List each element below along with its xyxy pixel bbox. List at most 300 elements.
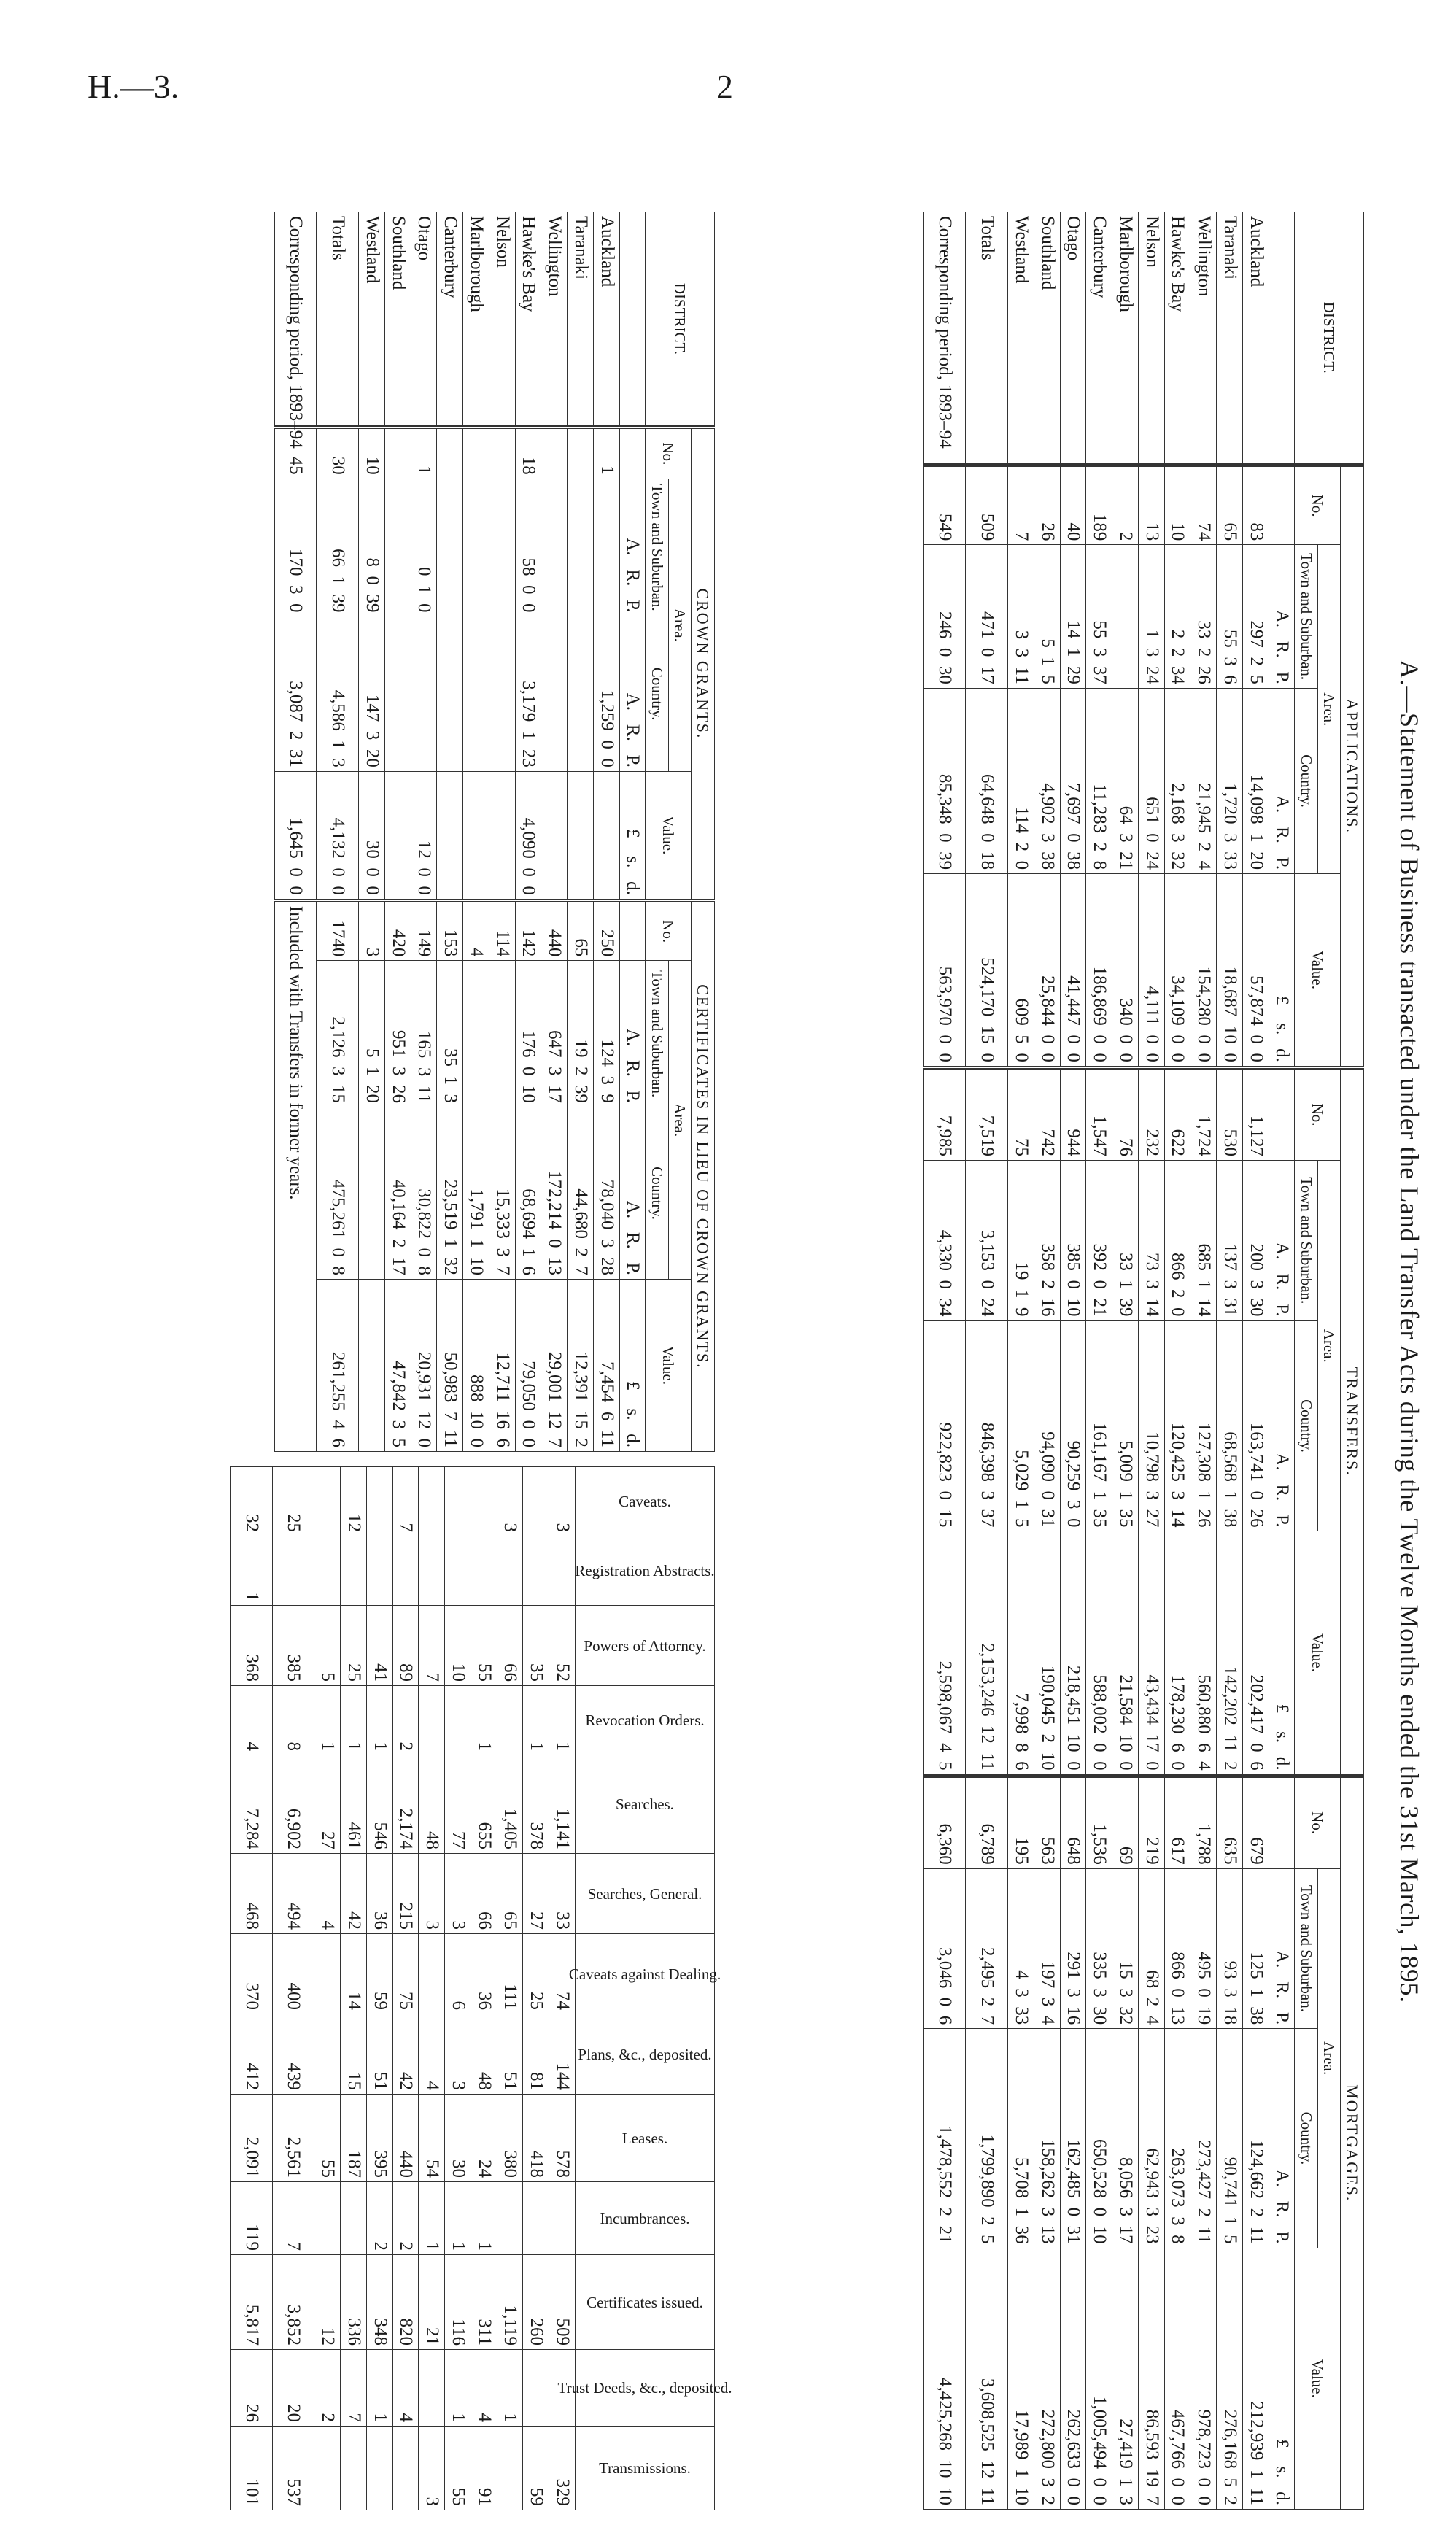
misc-cell: 66	[471, 1854, 497, 1934]
mo-value-cell: 212,939 1 11	[1242, 2248, 1269, 2509]
misc-cell: 2	[367, 2182, 393, 2255]
app-town-cell	[1112, 545, 1139, 688]
tr-no-cell: 742	[1034, 1067, 1060, 1160]
misc-cell: 440	[392, 2095, 419, 2182]
misc-corresponding-cell: 7,284	[231, 1755, 273, 1854]
misc-cell: 21	[419, 2255, 445, 2350]
app-value-cell: 340 0 0	[1112, 874, 1139, 1068]
misc-row	[497, 1467, 523, 2510]
misc-cell: 14	[341, 1934, 367, 2014]
misc-cell: 36	[367, 1854, 393, 1934]
district-row	[1060, 212, 1086, 2510]
ce-country-cell: 78,040 3 28	[593, 1107, 619, 1279]
app-value-cell: 609 5 0	[1008, 874, 1034, 1068]
unit-arp: A. R. P.	[1269, 1320, 1295, 1531]
tr-no-cell: 1,724	[1190, 1067, 1217, 1160]
cg-no-cell	[489, 427, 515, 479]
misc-total-cell: 20	[272, 2350, 314, 2427]
app-town-cell: 33 2 26	[1190, 545, 1217, 688]
tr-town-cell: 137 3 31	[1217, 1161, 1243, 1321]
misc-cell	[471, 1536, 497, 1606]
misc-row	[445, 1467, 471, 2510]
mo-area-header: Area.	[1317, 1868, 1340, 2248]
misc-cell: 2	[392, 1686, 419, 1755]
unit-arp: A. R. P.	[1269, 545, 1295, 688]
misc-cell: 33	[549, 1854, 576, 1934]
unit-arp: A. R. P.	[619, 479, 646, 616]
misc-cell	[471, 1467, 497, 1536]
tr-value-cell: 588,002 0 0	[1086, 1531, 1112, 1776]
app-town-cell: 14 1 29	[1060, 545, 1086, 688]
cg-no-cell	[463, 427, 489, 479]
misc-cell	[419, 1467, 445, 1536]
district-name: Otago	[411, 212, 437, 428]
totals-value-cell: 509	[966, 465, 1008, 545]
misc-corresponding-cell: 468	[231, 1854, 273, 1934]
tr-no-cell: 944	[1060, 1067, 1086, 1160]
misc-cell: 3	[419, 1854, 445, 1934]
app-value-cell: 18,687 10 0	[1217, 874, 1243, 1068]
unit-arp: A. R. P.	[1269, 688, 1295, 873]
mo-country-cell: 273,427 2 11	[1190, 2029, 1217, 2248]
ce-town-cell: 176 0 10	[515, 961, 541, 1107]
misc-column-header	[576, 2182, 715, 2255]
mo-value-cell: 86,593 19 7	[1138, 2248, 1164, 2509]
mo-value-cell: 276,168 5 2	[1217, 2248, 1243, 2509]
mo-value-cell: 17,989 1 10	[1008, 2248, 1034, 2509]
district-name: Hawke's Bay	[515, 212, 541, 428]
tr-no-cell: 232	[1138, 1067, 1164, 1160]
app-town-cell: 297 2 5	[1242, 545, 1269, 688]
misc-cell	[419, 1686, 445, 1755]
ce-town-cell: 19 2 39	[568, 961, 594, 1107]
misc-cell: 42	[341, 1854, 367, 1934]
ce-no-cell: 65	[568, 900, 594, 961]
misc-total-cell: 494	[272, 1854, 314, 1934]
misc-header-label: Searches.	[616, 1795, 674, 1813]
district-row	[359, 212, 385, 1452]
unit-lsd: £ s. d.	[1269, 874, 1295, 1068]
cg-town-cell	[489, 479, 515, 616]
mo-country-cell: 162,485 0 31	[1060, 2029, 1086, 2248]
ce-country-cell: 172,214 0 13	[541, 1107, 568, 1279]
misc-cell: 461	[341, 1755, 367, 1854]
misc-corresponding-cell: 370	[231, 1934, 273, 2014]
misc-cell: 55	[314, 2095, 341, 2182]
misc-row	[549, 1467, 576, 2510]
misc-cell: 4	[471, 2350, 497, 2427]
cg-area-header: Area.	[668, 479, 691, 771]
corresponding-value-cell: 45	[274, 427, 317, 479]
misc-cell: 54	[419, 2095, 445, 2182]
tr-town-cell: 19 1 9	[1008, 1161, 1034, 1321]
cg-value-cell	[437, 771, 463, 900]
cg-value-cell	[541, 771, 568, 900]
mo-country-cell: 124,662 2 11	[1242, 2029, 1269, 2248]
misc-cell: 1	[471, 1686, 497, 1755]
misc-total-cell: 7	[272, 2182, 314, 2255]
mo-town-cell: 68 2 4	[1138, 1868, 1164, 2029]
cg-town-cell: 8 0 39	[359, 479, 385, 616]
cg-no-cell: 1	[593, 427, 619, 479]
misc-cell: 27	[523, 1854, 549, 1934]
district-row	[593, 212, 619, 1452]
misc-row	[314, 1467, 341, 2510]
misc-cell	[497, 1686, 523, 1755]
misc-cell: 1,119	[497, 2255, 523, 2350]
misc-corresponding-cell: 26	[231, 2350, 273, 2427]
misc-cell	[314, 1536, 341, 1606]
misc-cell: 30	[445, 2095, 471, 2182]
app-no-cell: 13	[1138, 465, 1164, 545]
misc-cell: 1	[549, 1686, 576, 1755]
misc-header-label: Revocation Orders.	[585, 1711, 705, 1729]
cg-town-cell: 0 1 0	[411, 479, 437, 616]
tr-country-cell: 68,568 1 38	[1217, 1320, 1243, 1531]
ce-town-header: Town and Suburban.	[646, 961, 668, 1107]
ce-country-cell	[359, 1107, 385, 1279]
misc-cell: 1	[445, 2182, 471, 2255]
misc-header-label: Searches, General.	[587, 1884, 702, 1903]
corresponding-value-cell: 6,360	[923, 1776, 966, 1868]
tr-country-cell: 161,167 1 35	[1086, 1320, 1112, 1531]
misc-column-header	[576, 2014, 715, 2095]
mo-town-cell: 93 3 18	[1217, 1868, 1243, 2029]
misc-cell: 509	[549, 2255, 576, 2350]
totals-value-cell: 475,261 0 8	[317, 1107, 359, 1279]
mo-town-cell: 291 3 16	[1060, 1868, 1086, 2029]
misc-header-label: Caveats.	[619, 1492, 671, 1510]
misc-corresponding-cell: 32	[231, 1467, 273, 1536]
misc-cell: 77	[445, 1755, 471, 1854]
misc-column-header	[576, 1467, 715, 1536]
totals-value-cell: 524,170 15 0	[966, 874, 1008, 1068]
app-value-cell: 154,280 0 0	[1190, 874, 1217, 1068]
district-row	[1034, 212, 1060, 2510]
misc-totals-row	[272, 1467, 314, 2510]
misc-header-label: Registration Abstracts.	[575, 1561, 715, 1579]
misc-corresponding-cell: 101	[231, 2427, 273, 2510]
district-name: Taranaki	[1217, 212, 1243, 465]
mo-no-cell: 219	[1138, 1776, 1164, 1868]
ce-country-cell: 15,333 3 7	[489, 1107, 515, 1279]
district-row	[1217, 212, 1243, 2510]
district-name: Canterbury	[1086, 212, 1112, 465]
misc-column-header	[576, 2427, 715, 2510]
app-no-cell: 74	[1190, 465, 1217, 545]
district-row	[1138, 212, 1164, 2510]
misc-cell: 4	[419, 2014, 445, 2095]
app-no-cell: 65	[1217, 465, 1243, 545]
crown-grants-table	[274, 212, 715, 1452]
district-name: Wellington	[1190, 212, 1217, 465]
misc-total-cell: 439	[272, 2014, 314, 2095]
app-no-cell: 2	[1112, 465, 1139, 545]
ce-country-cell: 30,822 0 8	[411, 1107, 437, 1279]
app-value-cell: 57,874 0 0	[1242, 874, 1269, 1068]
tr-value-cell: 190,045 2 10	[1034, 1531, 1060, 1776]
misc-row	[523, 1467, 549, 2510]
transfers-header: TRANSFERS.	[1340, 1067, 1363, 1776]
ce-value-cell: 12,711 16 6	[489, 1279, 515, 1451]
tr-country-cell: 127,308 1 26	[1190, 1320, 1217, 1531]
app-no-cell: 40	[1060, 465, 1086, 545]
misc-total-cell: 400	[272, 1934, 314, 2014]
misc-cell: 6	[445, 1934, 471, 2014]
ce-value-cell: 47,842 3 5	[384, 1279, 411, 1451]
ce-country-cell: 44,680 2 7	[568, 1107, 594, 1279]
district-name: Taranaki	[568, 212, 594, 428]
misc-corresponding-cell: 412	[231, 2014, 273, 2095]
unit-lsd: £ s. d.	[619, 1279, 646, 1451]
misc-cell: 1	[419, 2182, 445, 2255]
misc-header-label: Powers of Attorney.	[584, 1636, 706, 1655]
cg-no-cell	[541, 427, 568, 479]
misc-cell: 51	[367, 2014, 393, 2095]
rotated-statement-sheet	[124, 153, 1430, 2510]
misc-row	[341, 1467, 367, 2510]
cg-town-cell	[437, 479, 463, 616]
mortgages-header: MORTGAGES.	[1340, 1776, 1363, 2509]
totals-value-cell: 66 1 39	[317, 479, 359, 616]
app-town-cell: 1 3 24	[1138, 545, 1164, 688]
misc-cell	[314, 2014, 341, 2095]
misc-column-header	[576, 1755, 715, 1854]
corresponding-value-cell: 563,970 0 0	[923, 874, 966, 1068]
totals-value-cell: 30	[317, 427, 359, 479]
cg-town-cell	[593, 479, 619, 616]
misc-cell	[314, 2427, 341, 2510]
app-value-cell: 41,447 0 0	[1060, 874, 1086, 1068]
misc-cell: 1,141	[549, 1755, 576, 1854]
district-name: Westland	[1008, 212, 1034, 465]
mo-town-cell: 15 3 32	[1112, 1868, 1139, 2029]
tr-town-cell: 866 2 0	[1164, 1161, 1190, 1321]
ce-value-cell: 7,454 6 11	[593, 1279, 619, 1451]
district-row	[1112, 212, 1139, 2510]
totals-value-cell: 1,799,890 2 5	[966, 2029, 1008, 2248]
misc-cell: 41	[367, 1606, 393, 1686]
misc-header-label: Leases.	[621, 2129, 668, 2147]
corresponding-value-cell: 4,425,268 10 10	[923, 2248, 966, 2509]
misc-cell: 10	[445, 1606, 471, 1686]
tr-no-cell: 622	[1164, 1067, 1190, 1160]
district-name: Auckland	[1242, 212, 1269, 465]
mo-value-header: Value.	[1295, 2248, 1340, 2509]
totals-value-cell: 4,586 1 3	[317, 616, 359, 771]
district-name: Southland	[384, 212, 411, 428]
statement-title: A.—Statement of Business transacted under the Land Transfer Acts during the Twelve Months ended the 31st March, 1895.	[1395, 660, 1424, 2003]
totals-value-cell: 6,789	[966, 1776, 1008, 1868]
cg-no-cell	[437, 427, 463, 479]
mo-town-cell: 4 3 33	[1008, 1868, 1034, 2029]
misc-cell: 7	[419, 1606, 445, 1686]
cg-no-cell	[384, 427, 411, 479]
misc-cell	[523, 2350, 549, 2427]
tr-town-cell: 33 1 39	[1112, 1161, 1139, 1321]
unit-arp: A. R. P.	[1269, 1161, 1295, 1321]
unit-arp: A. R. P.	[619, 1107, 646, 1279]
misc-column-header	[576, 1854, 715, 1934]
corresponding-value-cell: 549	[923, 465, 966, 545]
district-row	[1086, 212, 1112, 2510]
ce-town-cell: 165 3 11	[411, 961, 437, 1107]
tr-country-cell: 163,741 0 26	[1242, 1320, 1269, 1531]
cg-town-cell	[568, 479, 594, 616]
misc-cell	[367, 2427, 393, 2510]
cg-value-cell	[489, 771, 515, 900]
mo-town-cell: 335 3 30	[1086, 1868, 1112, 2029]
totals-row	[966, 212, 1008, 2510]
misc-cell: 1	[523, 1686, 549, 1755]
tr-value-cell: 7,998 8 6	[1008, 1531, 1034, 1776]
ce-value-cell: 888 10 0	[463, 1279, 489, 1451]
cg-town-cell: 58 0 0	[515, 479, 541, 616]
district-row	[1164, 212, 1190, 2510]
ce-town-cell: 124 3 9	[593, 961, 619, 1107]
other-business-table	[230, 1466, 732, 2510]
cg-value-cell	[463, 771, 489, 900]
app-town-cell: 2 2 34	[1164, 545, 1190, 688]
app-town-header: Town and Suburban.	[1295, 545, 1317, 688]
misc-cell: 378	[523, 1755, 549, 1854]
app-no-cell: 189	[1086, 465, 1112, 545]
misc-cell	[523, 2182, 549, 2255]
district-name: Nelson	[1138, 212, 1164, 465]
misc-header-label: Caveats against Dealing.	[568, 1965, 721, 1983]
misc-cell	[445, 1536, 471, 1606]
misc-total-cell: 25	[272, 1467, 314, 1536]
misc-corresponding-cell: 2,091	[231, 2095, 273, 2182]
misc-corresponding-row	[231, 1467, 273, 2510]
misc-row	[392, 1467, 419, 2510]
mo-town-cell: 197 3 4	[1034, 1868, 1060, 2029]
misc-total-cell: 8	[272, 1686, 314, 1755]
district-name: Nelson	[489, 212, 515, 428]
ce-value-header: Value.	[646, 1279, 691, 1451]
district-row	[541, 212, 568, 1452]
misc-cell	[445, 1686, 471, 1755]
misc-cell: 12	[314, 2255, 341, 2350]
misc-cell: 3	[497, 1467, 523, 1536]
lower-district-header: DISTRICT.	[646, 212, 715, 428]
app-country-cell: 11,283 2 8	[1086, 688, 1112, 873]
misc-cell: 2	[392, 2182, 419, 2255]
ce-no-cell: 3	[359, 900, 385, 961]
misc-cell: 81	[523, 2014, 549, 2095]
mo-country-cell: 263,073 3 8	[1164, 2029, 1190, 2248]
district-row	[411, 212, 437, 1452]
misc-corresponding-cell: 4	[231, 1686, 273, 1755]
app-no-cell: 26	[1034, 465, 1060, 545]
misc-cell: 89	[392, 1606, 419, 1686]
misc-cell: 1	[314, 1686, 341, 1755]
district-name: Marlborough	[463, 212, 489, 428]
cg-value-cell: 30 0 0	[359, 771, 385, 900]
misc-header-label: Plans, &c., deposited.	[578, 2045, 712, 2063]
misc-cell: 395	[367, 2095, 393, 2182]
ce-no-cell: 149	[411, 900, 437, 961]
totals-value-cell: 846,398 3 37	[966, 1320, 1008, 1531]
totals-value-cell: 3,608,525 12 11	[966, 2248, 1008, 2509]
app-country-cell: 21,945 2 4	[1190, 688, 1217, 873]
app-no-cell: 7	[1008, 465, 1034, 545]
cg-value-cell: 12 0 0	[411, 771, 437, 900]
misc-cell: 215	[392, 1854, 419, 1934]
ce-no-header: No.	[646, 900, 691, 961]
misc-total-cell: 385	[272, 1606, 314, 1686]
cg-town-cell	[384, 479, 411, 616]
tr-no-cell: 530	[1217, 1067, 1243, 1160]
ce-town-cell	[489, 961, 515, 1107]
district-name: Westland	[359, 212, 385, 428]
cg-value-header: Value.	[646, 771, 691, 900]
cg-country-cell	[489, 616, 515, 771]
ce-country-header: Country.	[646, 1107, 668, 1279]
cg-no-cell: 18	[515, 427, 541, 479]
totals-value-cell: 1740	[317, 900, 359, 961]
misc-cell: 51	[497, 2014, 523, 2095]
cg-no-cell: 1	[411, 427, 437, 479]
mo-no-cell: 1,788	[1190, 1776, 1217, 1868]
misc-cell	[341, 2427, 367, 2510]
lower-section	[131, 212, 732, 2510]
totals-value-cell: 2,126 3 15	[317, 961, 359, 1107]
crown-grants-header: CROWN GRANTS.	[691, 427, 714, 900]
tr-no-cell: 75	[1008, 1067, 1034, 1160]
corresponding-label: Corresponding period, 1893–94	[923, 212, 966, 465]
misc-header-label: Trust Deeds, &c., deposited.	[557, 2378, 732, 2397]
unit-lsd: £ s. d.	[619, 771, 646, 900]
misc-cell: 329	[549, 2427, 576, 2510]
cg-country-cell: 1,259 0 0	[593, 616, 619, 771]
totals-label: Totals	[966, 212, 1008, 465]
mo-no-header: No.	[1295, 1776, 1340, 1868]
tr-town-cell: 358 2 16	[1034, 1161, 1060, 1321]
mo-no-cell: 1,536	[1086, 1776, 1112, 1868]
misc-corresponding-cell: 119	[231, 2182, 273, 2255]
misc-column-header	[576, 1606, 715, 1686]
mo-country-cell: 90,741 1 5	[1217, 2029, 1243, 2248]
app-no-cell: 10	[1164, 465, 1190, 545]
totals-value-cell: 64,648 0 18	[966, 688, 1008, 873]
ce-area-header: Area.	[668, 961, 691, 1280]
misc-cell: 187	[341, 2095, 367, 2182]
app-value-cell: 186,869 0 0	[1086, 874, 1112, 1068]
upper-table	[923, 212, 1364, 2510]
district-row	[1008, 212, 1034, 2510]
page-number: 2	[716, 68, 733, 105]
corresponding-value-cell: 4,330 0 34	[923, 1161, 966, 1321]
misc-cell	[367, 1467, 393, 1536]
misc-total-cell: 2,561	[272, 2095, 314, 2182]
ce-no-cell: 153	[437, 900, 463, 961]
corresponding-value-cell: 3,087 2 31	[274, 616, 317, 771]
app-value-cell: 25,844 0 0	[1034, 874, 1060, 1068]
misc-cell: 2,174	[392, 1755, 419, 1854]
district-name: Marlborough	[1112, 212, 1139, 465]
misc-cell: 144	[549, 2014, 576, 2095]
misc-header-label: Transmissions.	[599, 2459, 691, 2477]
misc-cell	[314, 1467, 341, 1536]
corresponding-value-cell: 85,348 0 39	[923, 688, 966, 873]
ce-no-cell: 142	[515, 900, 541, 961]
mo-country-cell: 650,528 0 10	[1086, 2029, 1112, 2248]
mo-no-cell: 679	[1242, 1776, 1269, 1868]
cg-country-cell	[437, 616, 463, 771]
district-name: Hawke's Bay	[1164, 212, 1190, 465]
district-row	[437, 212, 463, 1452]
